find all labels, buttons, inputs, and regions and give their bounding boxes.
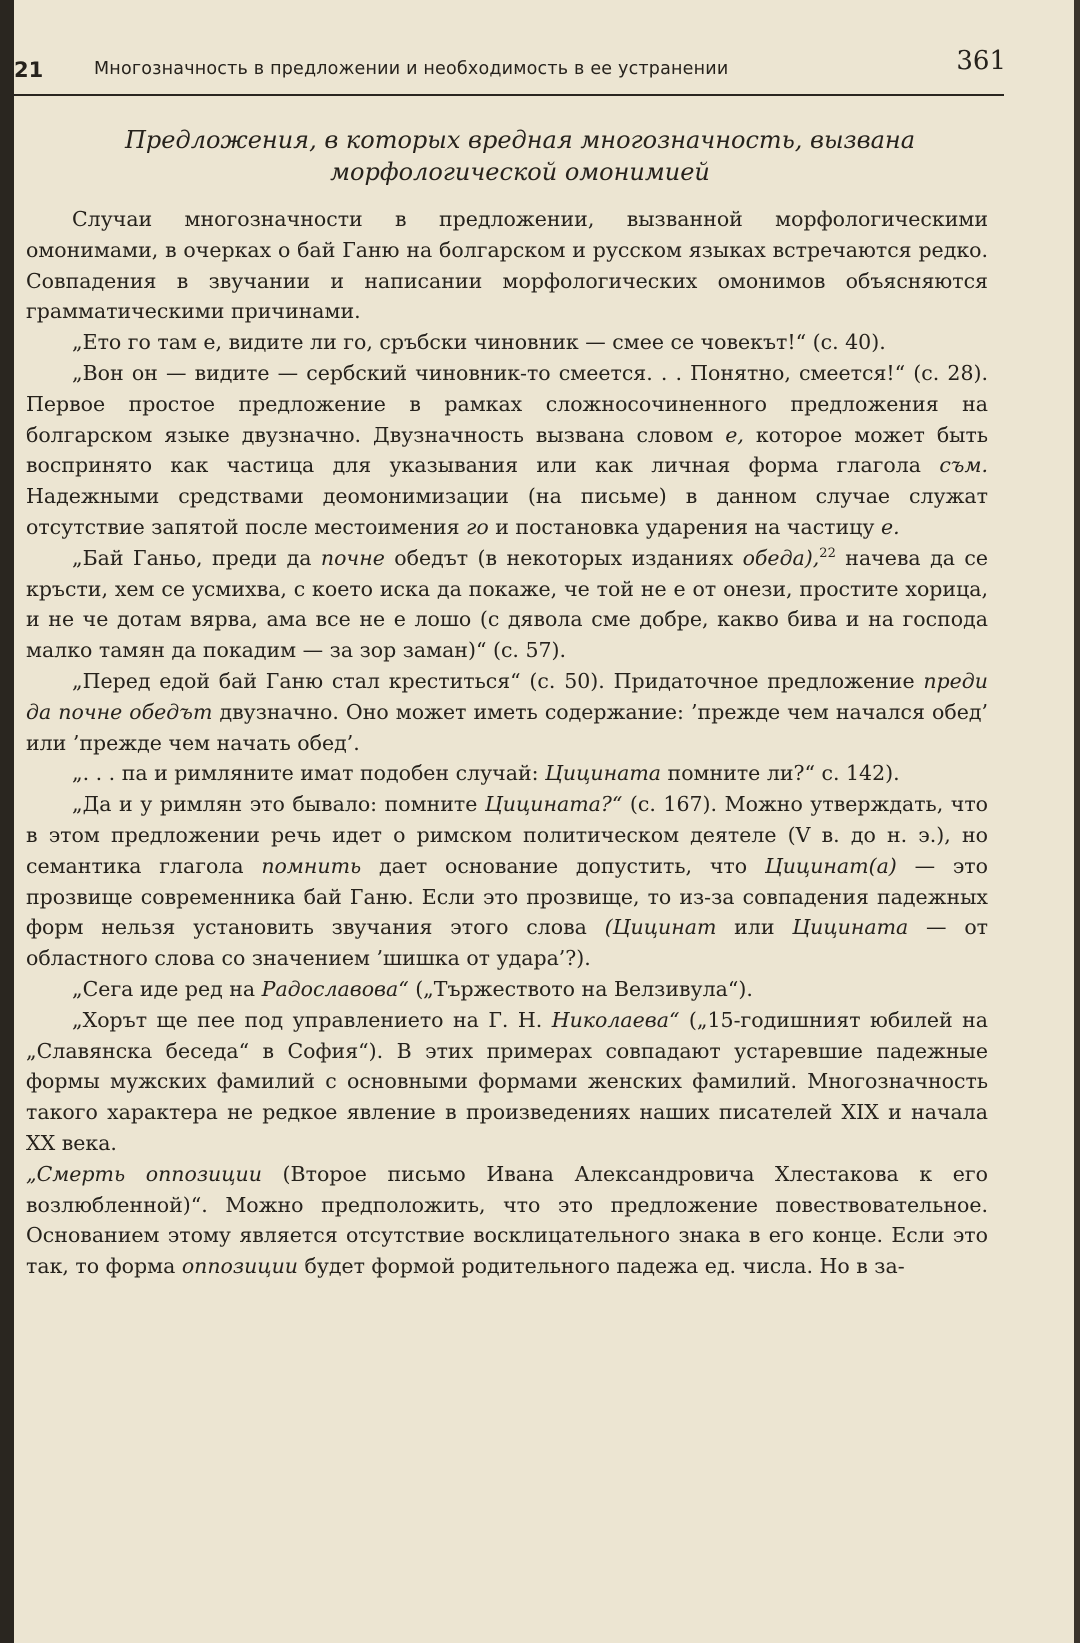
paragraph-3-text: и постановка ударения на частицу <box>488 514 881 539</box>
italic-term: „Смерть оппозиции <box>26 1161 262 1186</box>
header-rule <box>14 94 1004 96</box>
paragraph-7-text: или <box>716 915 793 940</box>
paragraph-8-text: „Сега иде ред на <box>72 976 262 1001</box>
italic-term: оппозиции <box>181 1254 298 1279</box>
paragraph-6-text: „. . . па и римляните имат подобен случай: <box>72 761 546 786</box>
paragraph-1 <box>26 204 988 327</box>
paragraph-10-text: (Второе письмо Ивана Александровича Хлестакова к его возлюбленной)“. Можно предположить, что это предложение повествовательное. Основанием этому является отсутствие восклицательного знака в его конце. Если это так, то форма <box>26 1161 988 1279</box>
paragraph-10-text: будет формой родительного падежа ед. числа. Но в за- <box>298 1254 905 1279</box>
paragraph-10 <box>26 1159 988 1282</box>
paragraph-7-text: — от областного слова со значением ’шишка от удара’?). <box>26 915 989 971</box>
italic-term: Цицината <box>792 915 909 940</box>
page-header <box>14 44 1014 94</box>
paragraph-3-text: Надежными средствами деомонимизации (на письме) в данном случае служат отсутствие запятой после местоимения <box>26 484 988 539</box>
paragraph-7-text: — это прозвище современника бай Ганю. Если это прозвище, то из-за совпадения падежных форм нельзя установить звучания этого слова <box>26 853 988 940</box>
italic-term: помнить <box>261 853 362 878</box>
paragraph-7-text: дает основание допустить, что <box>361 853 765 878</box>
paragraph-9 <box>26 1005 988 1159</box>
paragraph-7-text: „Да и у римлян это бывало: помните <box>72 792 485 817</box>
chapter-number: 21 <box>14 58 44 82</box>
paragraph-2 <box>26 327 988 358</box>
paragraph-3 <box>26 358 988 543</box>
italic-term: го <box>466 514 489 539</box>
paragraph-7-text: (с. 167). Можно утверждать, что в этом предложении речь идет о римском политическом деятеле (V в. до н. э.), но семантика глагола <box>26 792 988 878</box>
italic-term: преди да почне обедът <box>26 668 988 724</box>
paragraph-1-text: Случаи многозначности в предложении, вызванной морфологическими омонимами, в очерках о бай Ганю на болгарском и русском языках встречаются редко. Совпадения в звучании и написании морфологических омонимов объясняются грамматическими причинами. <box>26 207 988 324</box>
italic-term: Цицината <box>545 761 662 786</box>
italic-term: е, <box>725 422 744 447</box>
paragraph-4 <box>26 543 988 666</box>
section-title-line-1: Предложения, в которых вредная многозначность, вызвана <box>124 126 916 154</box>
paragraph-5-text: „Перед едой бай Ганю стал креститься“ (с. 50). Придаточное предложение <box>72 668 924 693</box>
italic-term: е. <box>880 514 900 539</box>
italic-term: Радославова“ <box>261 976 409 1001</box>
italic-term: Николаева“ <box>551 1007 680 1032</box>
section-title <box>40 124 1000 188</box>
italic-term: Цицинат(а) <box>764 853 897 878</box>
page-edge-shadow <box>1074 0 1080 1643</box>
page-number: 361 <box>956 46 1006 76</box>
paragraph-3-text: которое может быть воспринято как частица для указывания или как личная форма глагола <box>26 422 988 478</box>
paragraph-2-text: „Ето го там е, видите ли го, сръбски чиновник — смее се човекът!“ (с. 40). <box>72 330 886 355</box>
paragraph-7 <box>26 789 988 974</box>
section-title-line-2: морфологической омонимией <box>330 158 710 186</box>
paragraph-5-text: двузначно. Оно может иметь содержание: ’прежде чем начался обед’ или ’прежде чем начать обед’. <box>26 699 989 755</box>
italic-term: съм. <box>939 453 988 478</box>
paragraph-8-text: („Тържеството на Велзивула“). <box>408 976 753 1001</box>
paragraph-4-text: начева да се кръсти, хем се усмихва, с което иска да покаже, че той не е от онези, простите хорица, и не че дотам вярва, ама все не е лошо (с дявола сме добре, какво бива и на господа малко тамян да покадим — за зор заман)“ (с. 57). <box>26 545 988 663</box>
paragraph-4-text: „Бай Ганьо, преди да <box>72 545 321 570</box>
paragraph-3-text: „Вон он — видите — сербский чиновник-то смеется. . . Понятно, смеется!“ (с. 28). Первое простое предложение в рамках сложносочиненного предложения на болгарском языке двузначно. Двузначность вызвана словом <box>26 360 988 447</box>
running-title: Многозначность в предложении и необходимость в ее устранении <box>94 59 729 79</box>
paragraph-9-text: („15-годишният юбилей на „Славянска беседа“ в София“). В этих примерах совпадают устаревшие падежные формы мужских фамилий с основными формами женских фамилий. Многозначность такого характера не редкое явление в произведениях наших писателей XIX и начала XX века. <box>26 1007 989 1155</box>
italic-term: Цицината?“ <box>484 792 623 817</box>
footnote-marker: 22 <box>819 545 836 561</box>
italic-term: почне <box>320 545 385 570</box>
paragraph-6-text: помните ли?“ с. 142). <box>661 761 900 786</box>
paragraph-4-text: обедът (в некоторых изданиях <box>384 545 743 570</box>
paragraph-5 <box>26 666 988 758</box>
italic-term: (Цицинат <box>604 915 717 940</box>
italic-term: обеда), <box>742 545 820 570</box>
body-text <box>26 204 988 1282</box>
paragraph-6 <box>26 758 988 789</box>
paragraph-8 <box>26 974 988 1005</box>
book-spine-shadow <box>0 0 14 1643</box>
paragraph-9-text: „Хорът ще пее под управлението на Г. Н. <box>72 1007 552 1032</box>
